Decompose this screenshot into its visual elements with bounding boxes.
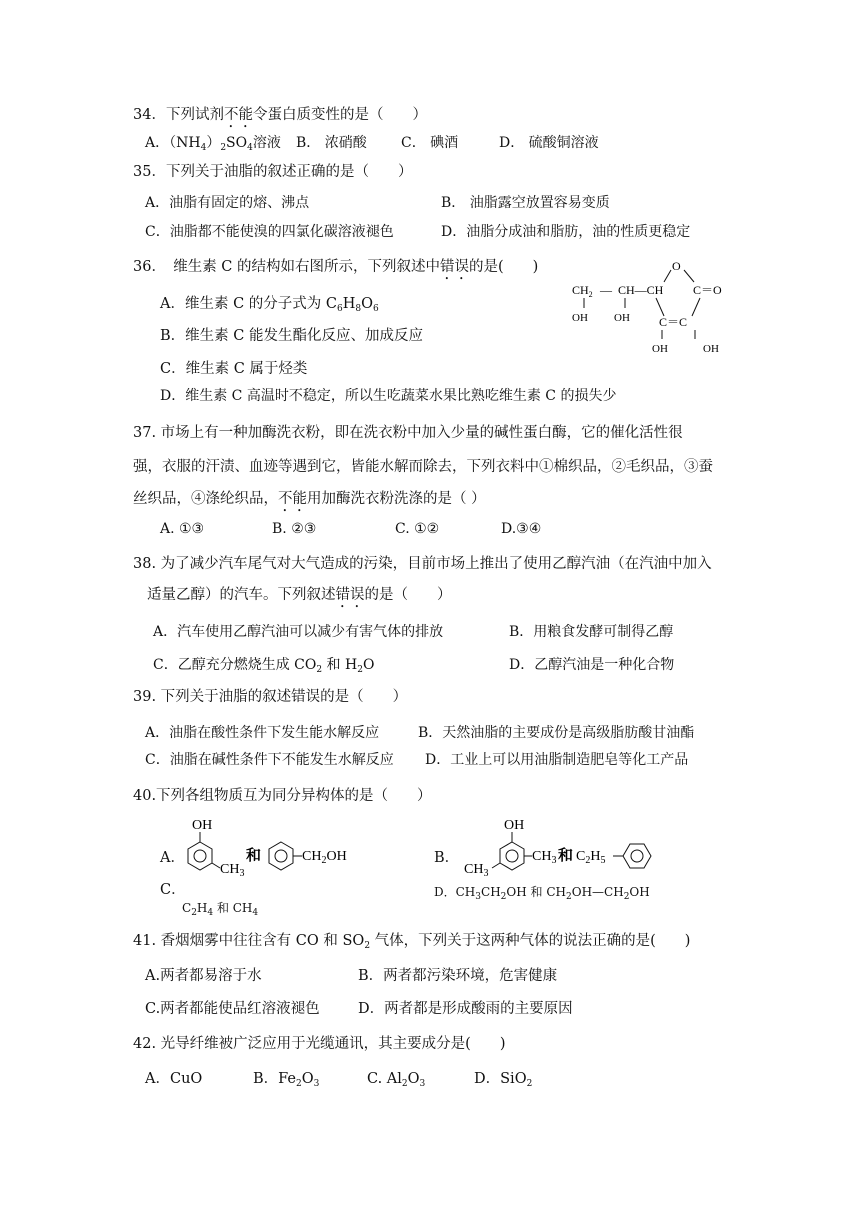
q36-option-c: C．维生素 C 属于烃类 — [160, 361, 308, 377]
oh-label: OH — [703, 343, 719, 355]
sub: 4 — [252, 908, 259, 918]
sub: 6 — [373, 304, 379, 314]
sub: 2 — [623, 892, 630, 902]
sub: 2 — [321, 855, 327, 866]
q42-b-o: O — [301, 1071, 314, 1087]
q40-c-h: H — [196, 901, 208, 915]
q35-option-a: A．油脂有固定的熔、沸点 — [145, 195, 310, 211]
q36-option-b: B．维生素 C 能发生酯化反应、加成反应 — [160, 328, 423, 344]
aromatic-circle — [275, 850, 287, 862]
aromatic-circle — [631, 850, 643, 862]
sub: 2 — [566, 892, 572, 902]
q34-stem — [133, 106, 427, 131]
bond — [692, 298, 700, 316]
q36-a-text: A．维生素 C 的分子式为 C — [160, 296, 337, 312]
sub: 5 — [600, 855, 606, 866]
sub: 2 — [500, 892, 507, 902]
sub: 2 — [296, 1079, 302, 1089]
sub: 3 — [313, 1079, 320, 1089]
sub: 3 — [419, 1079, 426, 1089]
q41-stem-text: 41. 香烟烟雾中往往含有 CO 和 SO — [133, 933, 365, 949]
q37-option-c: C. ①② — [395, 521, 440, 537]
q40-c-mid: 和 CH — [213, 901, 253, 915]
carbonyl-label: C＝O — [693, 283, 722, 297]
sub: 4 — [200, 143, 207, 153]
q41-stem — [133, 932, 690, 950]
q39-option-b: B．天然油脂的主要成份是高级脂肪酸甘油酯 — [418, 725, 695, 741]
q40-d-a: CH — [481, 885, 501, 899]
q40-option-a-label: A． — [160, 850, 185, 866]
sub: 2 — [316, 665, 323, 675]
ch2-label — [572, 283, 593, 299]
q38-option-c — [153, 656, 374, 674]
q42-option-d — [474, 1070, 532, 1088]
ch2oh-tail: OH — [326, 849, 347, 864]
bond — [492, 863, 500, 868]
ch3-label — [220, 862, 244, 878]
q35-stem: 35．下列关于油脂的叙述正确的是（ ） — [133, 164, 413, 180]
q40-option-b-label: B． — [434, 850, 460, 866]
q36-option-d: D．维生素 C 高温时不稳定，所以生吃蔬菜水果比熟吃维生素 C 的损失少 — [160, 388, 617, 404]
sub: 2 — [220, 143, 227, 153]
q36-stem-text: 36． 维生素 C 的结构如右图所示，下列叙述中 — [133, 259, 441, 275]
ch3-text: CH — [220, 862, 240, 877]
q41-option-b: B．两者都污染环境，危害健康 — [358, 968, 558, 984]
sub: 4 — [207, 908, 214, 918]
vitamin-c-structure — [568, 254, 748, 356]
q40-option-d — [434, 883, 650, 901]
q39-stem: 39. 下列关于油脂的叙述错误的是（ ） — [133, 689, 408, 705]
bond — [664, 270, 671, 282]
q40-d-d: OH — [629, 885, 650, 899]
q42-stem: 42. 光导纤维被广泛应用于光缆通讯，其主要成分是( ) — [133, 1036, 506, 1052]
q40-stem: 40.下列各组物质互为同分异构体的是（ ） — [133, 788, 432, 804]
q35-option-d: D．油脂分成油和脂肪，油的性质更稳定 — [441, 224, 691, 240]
sub: 2 — [191, 908, 197, 918]
oh-label: OH — [192, 818, 213, 833]
q41-option-d: D．两者都是形成酸雨的主要原因 — [358, 1001, 573, 1017]
ch3-text: CH — [464, 862, 484, 877]
q39-option-c: C．油脂在碱性条件下不能发生水解反应 — [145, 752, 394, 768]
q42-option-a: A．CuO — [145, 1071, 203, 1087]
q34-a-so: SO — [226, 135, 248, 151]
q36-a-h: H — [342, 296, 356, 312]
q40-d-text: D．CH — [434, 885, 476, 899]
sub: 2 — [357, 665, 363, 675]
sub: 2 — [588, 290, 593, 299]
oh-label: OH — [504, 818, 525, 833]
benzene-ring — [188, 842, 212, 870]
c-text: C — [576, 849, 586, 864]
q34-option-d: D． 硫酸铜溶液 — [499, 135, 599, 151]
q34-stem-end: 令蛋白质变性的是（ ） — [252, 107, 427, 123]
q40-option-a-structures — [180, 814, 380, 878]
benzene-ring — [269, 842, 293, 870]
q41-option-a: A.两者都易溶于水 — [145, 968, 262, 984]
sub: 2 — [585, 855, 591, 866]
ch2oh-text: CH — [302, 849, 322, 864]
q36-emphasis: 错误 — [440, 259, 470, 275]
q38-c-mid: 和 H — [322, 657, 358, 673]
q38-line-2 — [147, 586, 452, 611]
bond — [212, 863, 220, 868]
and-label: 和 — [558, 848, 574, 864]
q34-emphasis: 不能 — [223, 107, 253, 123]
q42-option-c — [367, 1070, 425, 1088]
h-text: H — [590, 849, 601, 864]
sub: 3 — [483, 868, 489, 878]
double-bond-label: C＝C — [659, 315, 688, 329]
benzene-ring — [500, 842, 524, 870]
q38-line2-end: 的是（ ） — [364, 587, 452, 603]
q36-option-a — [160, 295, 379, 313]
oh-label: OH — [572, 312, 588, 324]
q41-stem-end: 气体，下列关于这两种气体的说法正确的是( ) — [370, 933, 691, 949]
q38-c-text: C．乙醇充分燃烧生成 CO — [153, 657, 317, 673]
ch3-label — [532, 849, 556, 866]
ch3-label — [464, 862, 488, 878]
q34-a-mid: ） — [206, 135, 221, 151]
aromatic-circle — [194, 850, 206, 862]
q37-option-b: B. ②③ — [272, 521, 317, 537]
q37-line3-text: 丝织品，④涤纶织品， — [133, 491, 278, 507]
aromatic-circle — [506, 850, 518, 862]
q34-a-post: 溶液 — [252, 135, 281, 151]
sub: 2 — [364, 941, 371, 951]
q38-emphasis: 错误 — [335, 587, 365, 603]
q40-option-c-label: C． — [160, 882, 186, 898]
q42-c-text: C. Al — [367, 1071, 402, 1087]
q34-a-text: A．（NH — [145, 135, 201, 151]
sub: 3 — [239, 868, 245, 878]
q39-option-d: D．工业上可以用油脂制造肥皂等化工产品 — [425, 752, 689, 768]
q40-c-text: C — [182, 901, 192, 915]
q37-line-1: 37. 市场上有一种加酶洗衣粉，即在洗衣粉中加入少量的碱性蛋白酶，它的催化活性很 — [133, 425, 683, 441]
q37-line3-end: 用加酶洗衣粉洗涤的是（ ） — [307, 491, 486, 507]
q36-stem-end: 的是( ) — [469, 259, 539, 275]
ch2oh-label — [302, 849, 347, 866]
ch3-text: CH — [532, 849, 552, 864]
ch-ch-label: CH—CH — [618, 283, 664, 297]
q34-option-a — [145, 134, 281, 152]
oh-label: OH — [652, 343, 668, 355]
q42-d-text: D．SiO — [474, 1071, 527, 1087]
q36-a-o: O — [361, 296, 374, 312]
q38-line2-text: 适量乙醇）的汽车。下列叙述 — [147, 587, 336, 603]
q34-stem-text: 34．下列试剂 — [133, 107, 224, 123]
sub: 6 — [337, 304, 343, 314]
and-label: 和 — [246, 848, 262, 864]
benzene-ring — [623, 844, 651, 868]
q36-stem — [133, 258, 538, 283]
sub: 2 — [526, 1079, 533, 1089]
q40-d-c: OH—CH — [571, 885, 624, 899]
q37-line-2: 强，衣服的汗渍、血迹等遇到它，皆能水解而除去，下列衣料中①棉织品，②毛织品，③蚕 — [133, 459, 713, 475]
q34-option-c: C． 碘酒 — [401, 135, 459, 151]
q34-option-b: B． 浓硝酸 — [296, 135, 367, 151]
q38-option-d: D．乙醇汽油是一种化合物 — [509, 657, 675, 673]
q37-line-3 — [133, 490, 486, 515]
sub: 3 — [551, 855, 557, 866]
q38-option-b: B．用粮食发酵可制得乙醇 — [509, 624, 674, 640]
q35-option-b: B． 油脂露空放置容易变质 — [441, 195, 610, 211]
sub: 3 — [475, 892, 482, 902]
q40-d-b: OH 和 CH — [506, 885, 566, 899]
dash: — — [600, 283, 612, 297]
q42-option-b — [253, 1070, 319, 1088]
sub: 4 — [247, 143, 253, 153]
q42-b-text: B．Fe — [253, 1071, 297, 1087]
q41-option-c: C.两者都能使品红溶液褪色 — [145, 1001, 320, 1017]
q40-option-b-structures — [460, 814, 660, 878]
q37-option-d: D.③④ — [501, 521, 542, 537]
c2h5-label — [576, 849, 605, 866]
ch2-text: CH — [572, 283, 589, 297]
q38-line-1: 38. 为了减少汽车尾气对大气造成的污染，目前市场上推出了使用乙醇汽油（在汽油中加入 — [133, 556, 712, 572]
q35-option-c: C．油脂都不能使溴的四氯化碳溶液褪色 — [145, 224, 394, 240]
q38-option-a: A．汽车使用乙醇汽油可以减少有害气体的排放 — [153, 624, 444, 640]
sub: 8 — [355, 304, 362, 314]
bond — [684, 270, 694, 282]
q39-option-a: A．油脂在酸性条件下发生能水解反应 — [145, 725, 380, 741]
q40-option-c — [182, 899, 258, 917]
q37-option-a: A. ①③ — [160, 521, 205, 537]
sub: 2 — [401, 1079, 408, 1089]
q38-c-post: O — [362, 657, 375, 673]
bond — [656, 298, 664, 316]
oh-label: OH — [614, 312, 630, 324]
q37-emphasis: 不能 — [278, 491, 307, 507]
q42-c-o: O — [407, 1071, 420, 1087]
ring-oxygen: O — [672, 259, 681, 273]
